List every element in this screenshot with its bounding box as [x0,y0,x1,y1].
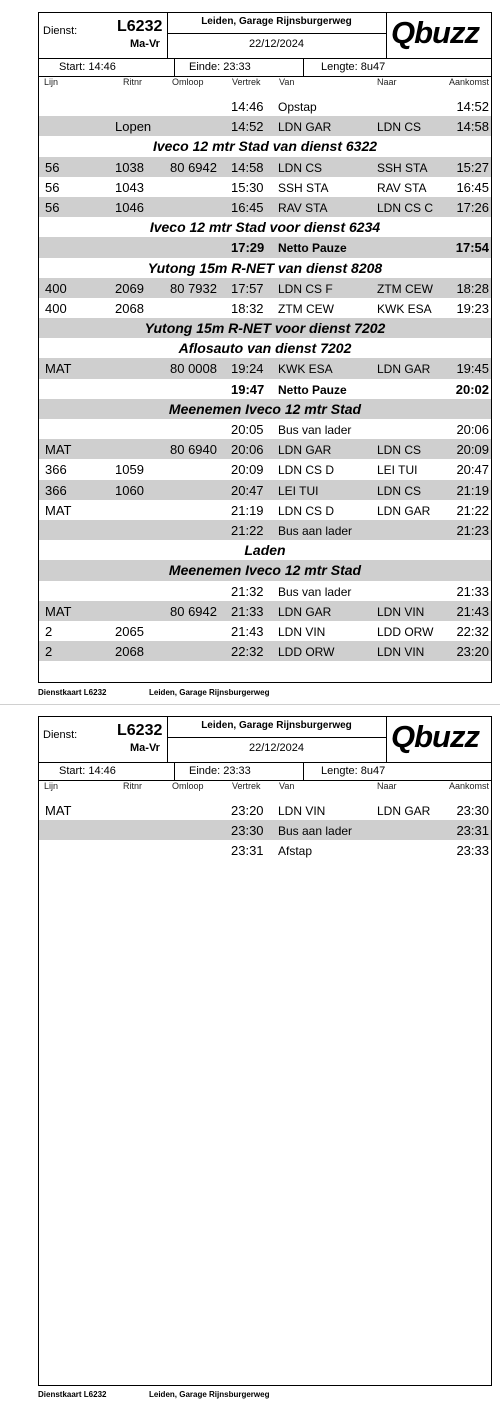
cell-aankomst: 20:02 [455,381,489,397]
col-omloop: Omloop [172,77,204,87]
section-title-text: Yutong 15m R-NET van dienst 8208 [147,259,383,276]
cell-van: Afstap [278,844,313,859]
cell-naar: LDN CS [377,483,422,498]
section-title-text: Iveco 12 mtr Stad van dienst 6322 [152,138,378,155]
divider [386,717,387,762]
divider [167,737,386,738]
cell-vertrek: 15:30 [231,179,264,195]
cell-lijn: 56 [45,199,60,215]
col-ritnr: Ritnr [123,781,143,791]
cell-lijn: 400 [45,300,67,316]
col-naar: Naar [377,781,397,791]
cell-aankomst: 23:31 [456,823,489,839]
cell-vertrek: 21:33 [231,603,264,619]
cell-van: Bus van lader [278,584,352,599]
table-row [39,237,491,257]
cell-aankomst: 21:23 [456,522,489,538]
table-row [39,820,491,840]
cell-aankomst: 19:45 [456,361,489,377]
cell-vertrek: 21:22 [231,522,264,538]
section-title-text: Meenemen Iveco 12 mtr Stad [168,400,362,417]
dienst-label: Dienst: [43,25,78,37]
cell-vertrek: 21:19 [231,502,264,518]
cell-aankomst: 23:20 [456,644,489,660]
table-row [39,480,491,500]
cell-van: LDN VIN [278,804,326,818]
schedule-rows [39,800,491,861]
cell-vertrek: 23:30 [231,823,264,839]
table-row [39,840,491,860]
cell-aankomst: 19:23 [456,300,489,316]
cell-omloop: 80 6942 [170,159,217,175]
card-header [39,13,491,59]
cell-vertrek: 17:29 [231,240,265,256]
qbuzz-logo: Qbuzz [391,719,479,754]
table-row [39,379,491,399]
cell-vertrek: 20:06 [231,442,264,458]
cell-aankomst: 15:27 [456,159,489,175]
cell-lijn: MAT [45,361,72,377]
col-vertrek: Vertrek [232,77,261,87]
table-row [39,621,491,641]
table-row [39,157,491,177]
location-label: Leiden, Garage Rijnsburgerweg [201,720,352,731]
cell-aankomst: 20:47 [456,462,489,478]
cell-aankomst: 20:06 [456,422,489,437]
footer-location: Leiden, Garage Rijnsburgerweg [149,1390,270,1399]
cell-aankomst: 17:26 [456,199,489,215]
cell-van: LDN GAR [278,120,332,135]
cell-vertrek: 22:32 [231,644,264,660]
table-row [39,601,491,621]
cell-lijn: 366 [45,482,67,498]
col-lijn: Lijn [44,781,59,791]
footer-location: Leiden, Garage Rijnsburgerweg [149,688,270,697]
cell-aankomst: 21:19 [456,482,489,498]
cell-van: LDD ORW [278,645,335,660]
card-header [39,717,491,763]
cell-van: Bus aan lader [278,523,353,538]
cell-aankomst: 21:22 [456,502,489,518]
section-title-text: Iveco 12 mtr Stad voor dienst 6234 [149,219,381,236]
cell-naar: LDN CS [377,120,422,135]
table-row [39,581,491,601]
dienst-label: Dienst: [43,729,78,741]
cell-aankomst: 20:09 [456,442,489,458]
divider [174,762,175,780]
cell-vertrek: 20:47 [231,482,264,498]
divider [303,762,304,780]
cell-lijn: 2 [45,623,53,639]
cell-van: LDN CS F [278,281,333,296]
cell-ritnr: 2069 [115,280,144,296]
cell-ritnr: 1046 [115,199,144,215]
cell-ritnr: 2065 [115,623,144,639]
col-aankomst: Aankomst [448,77,489,87]
cell-naar: LDN GAR [377,362,431,377]
cell-vertrek: 19:47 [231,381,265,397]
table-row [39,177,491,197]
cell-naar: LDN CS C [377,200,434,215]
section-title [39,318,491,338]
duty-card-page-1 [38,12,492,683]
qbuzz-logo: Qbuzz [391,15,479,50]
time-info-bar [39,58,491,77]
cell-naar: ZTM CEW [377,281,433,296]
section-title [39,338,491,358]
cell-lijn: MAT [45,502,72,518]
table-row [39,298,491,318]
cell-vertrek: 18:32 [231,300,264,316]
col-lijn: Lijn [44,77,59,87]
col-vertrek: Vertrek [232,781,261,791]
section-title-text: Aflosauto van dienst 7202 [178,340,352,357]
cell-vertrek: 20:05 [231,422,264,437]
section-title-text: Laden [244,542,286,559]
cell-ritnr: 1059 [115,462,144,478]
table-row [39,520,491,540]
cell-van: LEI TUI [278,483,319,498]
cell-van: Bus aan lader [278,824,353,839]
col-aankomst: Aankomst [448,781,489,791]
column-headers [39,781,491,793]
cell-vertrek: 20:09 [231,462,264,478]
days-label: Ma-Vr [130,742,160,754]
cell-naar: KWK ESA [377,301,432,316]
cell-lijn: MAT [45,442,72,458]
table-row [39,278,491,298]
section-title [39,560,491,580]
cell-ritnr: 2068 [115,300,144,316]
divider [174,58,175,76]
cell-vertrek: 21:32 [231,583,264,599]
cell-lijn: 2 [45,644,53,660]
date-label: 22/12/2024 [248,742,305,754]
cell-aankomst: 21:43 [456,603,489,619]
table-row [39,500,491,520]
cell-aankomst: 23:30 [456,803,489,818]
days-label: Ma-Vr [130,38,160,50]
section-title [39,258,491,278]
table-row [39,439,491,459]
cell-van: SSH STA [278,180,329,195]
section-title [39,399,491,419]
col-naar: Naar [377,77,397,87]
cell-van: LDN VIN [278,624,326,639]
cell-van: KWK ESA [278,362,333,377]
date-label: 22/12/2024 [248,38,305,50]
cell-vertrek: 14:46 [231,99,264,114]
cell-ritnr: 1043 [115,179,144,195]
cell-van: ZTM CEW [278,301,334,316]
table-row [39,800,491,820]
cell-aankomst: 18:28 [456,280,489,296]
cell-lijn: 56 [45,159,60,175]
cell-aankomst: 17:54 [455,240,489,256]
cell-ritnr: 1038 [115,159,144,175]
table-row [39,116,491,136]
divider [167,33,386,34]
cell-omloop: 80 6942 [170,603,217,619]
cell-vertrek: 21:43 [231,623,264,639]
col-ritnr: Ritnr [123,77,143,87]
section-title-text: Yutong 15m R-NET voor dienst 7202 [144,320,386,337]
cell-van: LDN GAR [278,604,332,619]
start-time: Start: 14:46 [59,61,116,73]
section-title [39,136,491,156]
col-van: Van [279,77,295,87]
page-separator [0,704,500,705]
footer-dienstkaart: Dienstkaart L6232 [38,1390,107,1399]
cell-vertrek: 23:31 [231,843,264,859]
duty-card-page-2 [38,716,492,1386]
start-time: Start: 14:46 [59,765,116,777]
cell-vertrek: 14:58 [231,159,264,175]
table-row [39,419,491,439]
cell-naar: LDN VIN [377,645,425,660]
divider [386,13,387,58]
cell-aankomst: 14:52 [456,99,489,114]
cell-van: LDN CS D [278,463,335,478]
cell-van: Opstap [278,100,317,114]
cell-vertrek: 17:57 [231,280,264,296]
location-label: Leiden, Garage Rijnsburgerweg [201,16,352,27]
table-row [39,197,491,217]
end-time: Einde: 23:33 [189,765,251,777]
cell-van: Netto Pauze [278,382,347,397]
column-headers [39,77,491,89]
cell-vertrek: 23:20 [231,803,264,818]
cell-ritnr: 1060 [115,482,144,498]
section-title-text: Meenemen Iveco 12 mtr Stad [168,562,362,579]
cell-van: LDN CS D [278,503,335,518]
cell-naar: RAV STA [377,180,427,195]
table-row [39,358,491,378]
dienst-number: L6232 [117,18,163,35]
cell-naar: LDN GAR [377,503,431,518]
section-title [39,217,491,237]
cell-omloop: 80 6940 [170,442,217,458]
cell-van: Netto Pauze [278,241,347,256]
cell-aankomst: 22:32 [456,623,489,639]
cell-lijn: 400 [45,280,67,296]
duration: Lengte: 8u47 [321,61,386,73]
cell-naar: LDD ORW [377,624,434,639]
cell-naar: LDN VIN [377,604,425,619]
dienst-number: L6232 [117,722,163,739]
time-info-bar [39,762,491,781]
cell-van: RAV STA [278,200,328,215]
cell-naar: SSH STA [377,160,428,175]
cell-van: LDN CS [278,160,323,175]
cell-van: LDN GAR [278,443,332,458]
cell-lijn: MAT [45,603,72,619]
table-row [39,459,491,479]
footer-dienstkaart: Dienstkaart L6232 [38,688,107,697]
cell-aankomst: 16:45 [456,179,489,195]
end-time: Einde: 23:33 [189,61,251,73]
cell-omloop: 80 0008 [170,361,217,377]
table-row [39,96,491,116]
cell-lijn: 56 [45,179,60,195]
cell-vertrek: 14:52 [231,119,264,135]
cell-lijn: MAT [45,803,72,818]
cell-van: Bus van lader [278,423,352,437]
duration: Lengte: 8u47 [321,765,386,777]
cell-omloop: 80 7932 [170,280,217,296]
cell-aankomst: 23:33 [456,843,489,859]
table-row [39,641,491,661]
section-title [39,540,491,560]
cell-ritnr: Lopen [115,119,152,135]
cell-lijn: 366 [45,462,67,478]
cell-aankomst: 21:33 [456,583,489,599]
cell-naar: LEI TUI [377,463,418,478]
cell-ritnr: 2068 [115,644,144,660]
cell-naar: LDN CS [377,443,422,458]
cell-aankomst: 14:58 [456,119,489,135]
col-omloop: Omloop [172,781,204,791]
divider [303,58,304,76]
col-van: Van [279,781,295,791]
schedule-rows [39,96,491,661]
cell-vertrek: 19:24 [231,361,264,377]
cell-naar: LDN GAR [377,804,431,818]
cell-vertrek: 16:45 [231,199,264,215]
